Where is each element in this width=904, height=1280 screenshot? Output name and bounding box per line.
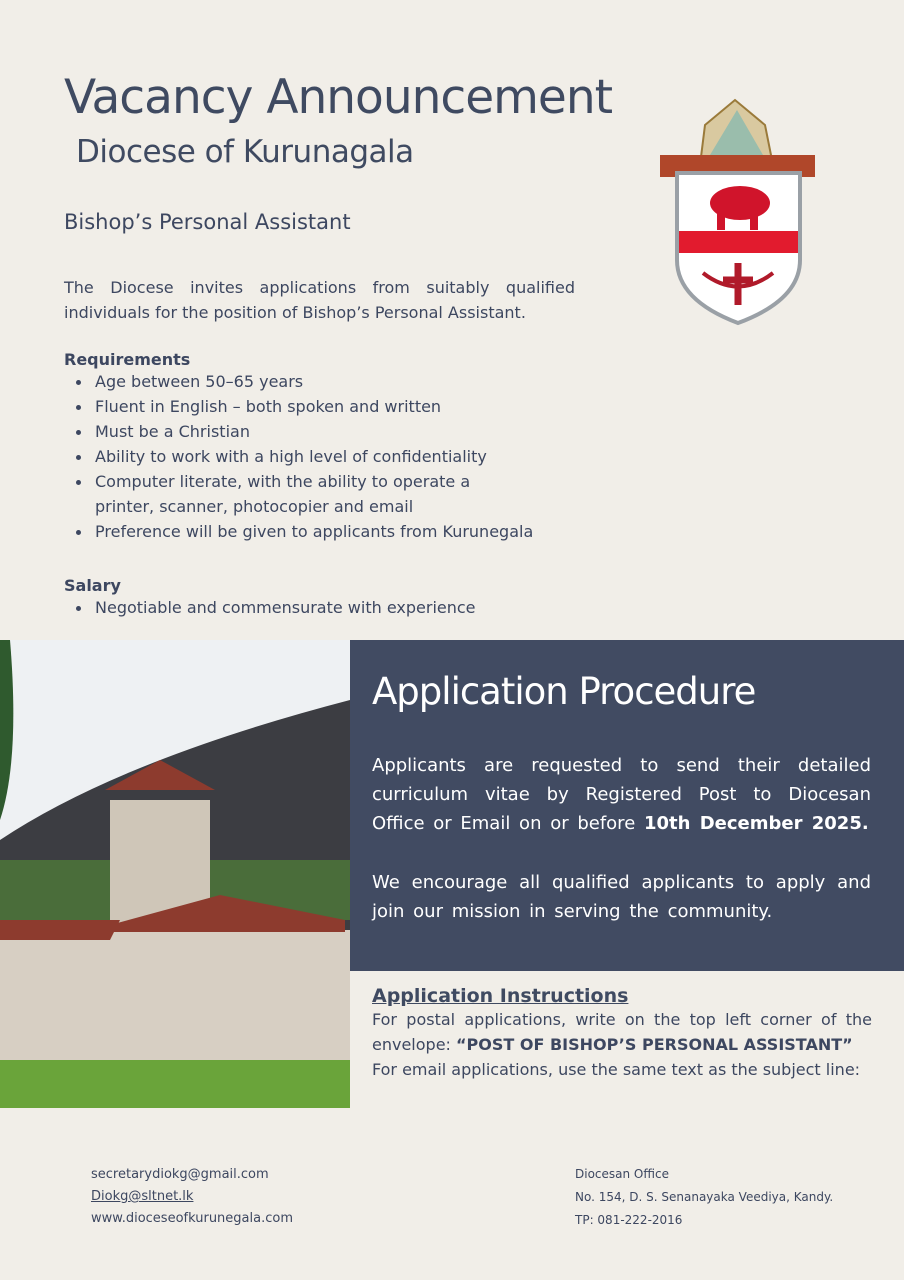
diocese-crest-logo — [655, 95, 820, 330]
salary-section — [64, 576, 476, 620]
page-subtitle: Diocese of Kurunagala — [76, 134, 414, 170]
procedure-text-body: Applicants are requested to send their detailed curriculum vitae by Registered Post to Diocesan Office or Email on or before — [372, 755, 871, 834]
requirements-heading: Requirements — [64, 350, 191, 369]
deadline: 10th December 2025. — [644, 813, 869, 834]
list-item: Fluent in English – both spoken and written — [64, 394, 624, 419]
envelope-text: “POST OF BISHOP’S PERSONAL ASSISTANT” — [456, 1035, 853, 1054]
procedure-title: Application Procedure — [372, 670, 756, 713]
encouragement-text: We encourage all qualified applicants to apply and join our mission in serving the community. — [372, 872, 871, 922]
list-item: Computer literate, with the ability to operate a printer, scanner, photocopier and email — [64, 469, 534, 519]
application-instructions — [372, 985, 872, 1082]
procedure-text — [372, 751, 871, 838]
email-instruction: For email applications, use the same text as the subject line: — [372, 1060, 861, 1079]
salary-heading: Salary — [64, 576, 121, 595]
office-address: No. 154, D. S. Senanayaka Veediya, Kandy. — [575, 1190, 834, 1204]
postal-instruction-text: For postal applications, write on the top left corner of the envelope: — [372, 1010, 872, 1054]
list-item: Ability to work with a high level of confidentiality — [64, 444, 624, 469]
office-info — [575, 1163, 833, 1232]
website-link[interactable]: www.dioceseofkurunegala.com — [91, 1211, 293, 1226]
office-phone: TP: 081-222-2016 — [575, 1213, 683, 1227]
list-item: Age between 50–65 years — [64, 369, 624, 394]
application-procedure-panel — [350, 640, 904, 971]
postal-instruction — [372, 1007, 872, 1057]
email-link[interactable]: secretarydiokg@gmail.com — [91, 1167, 269, 1182]
list-item: Negotiable and commensurate with experience — [64, 595, 476, 620]
office-name: Diocesan Office — [575, 1167, 669, 1181]
email-link-2[interactable]: Diokg@sltnet.lk — [91, 1189, 194, 1204]
list-item: Must be a Christian — [64, 419, 624, 444]
contact-info — [91, 1164, 293, 1230]
intro-text: The Diocese invites applications from suitably qualified individuals for the position of Bishop’s Personal Assistant. — [64, 278, 575, 322]
position-title: Bishop’s Personal Assistant — [64, 210, 351, 234]
instructions-title: Application Instructions — [372, 985, 629, 1007]
requirements-section — [64, 350, 624, 544]
page-title: Vacancy Announcement — [64, 70, 613, 125]
cathedral-photo — [0, 640, 350, 1108]
list-item: Preference will be given to applicants from Kurunegala — [64, 519, 624, 544]
